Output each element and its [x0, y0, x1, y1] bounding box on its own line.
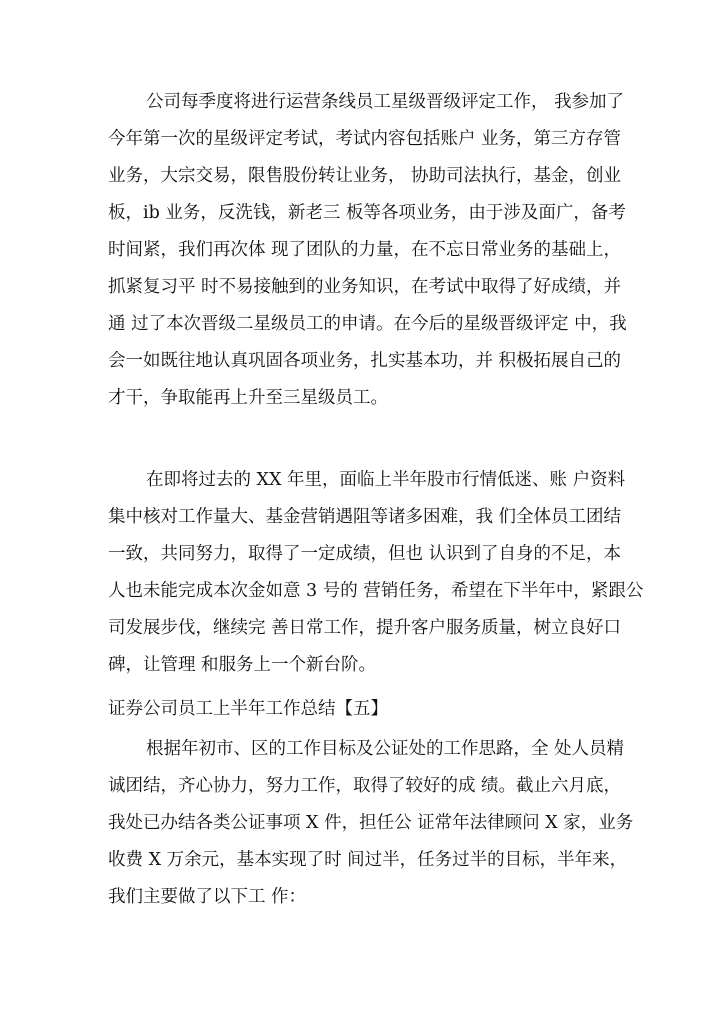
paragraph-3-line-1: 根据年初市、区的工作目标及公证处的工作思路，全 处人员精 — [146, 739, 625, 759]
paragraph-1-line-7: 通 过了本次晋级二星级员工的申请。在今后的星级晋级评定 中，我 — [108, 314, 627, 334]
paragraph-3-line-3: 我处已办结各类公证事项 X 件，担任公 证常年法律顾问 X 家，业务 — [108, 813, 634, 833]
paragraph-2-line-2: 集中核对工作量大、基金营销遇阻等诸多困难，我 们全体员工团结 — [108, 507, 622, 527]
paragraph-2-line-5: 司发展步伐，继续完 善日常工作，提升客户服务质量，树立良好口 — [108, 618, 622, 638]
paragraph-1-line-5: 时间紧，我们再次体 现了团队的力量，在不忘日常业务的基础上， — [108, 240, 622, 260]
paragraph-1-line-2: 今年第一次的星级评定考试，考试内容包括账户 业务，第三方存管 — [108, 129, 622, 149]
paragraph-1-line-8: 会一如既往地认真巩固各项业务，扎实基本功，并 积极拓展自己的 — [108, 351, 622, 371]
paragraph-1-line-3: 业务，大宗交易，限售股份转让业务， 协助司法执行，基金，创业 — [108, 166, 622, 186]
paragraph-1-line-4: 板，ib 业务，反洗钱，新老三 板等各项业务，由于涉及面广，备考 — [108, 203, 626, 223]
paragraph-2-line-6: 碑，让管理 和服务上一个新台阶。 — [108, 655, 377, 675]
paragraph-3-line-2: 诚团结，齐心协力，努力工作，取得了较好的成 绩。截止六月底， — [108, 776, 622, 796]
paragraph-1-line-6: 抓紧复习平 时不易接触到的业务知识，在考试中取得了好成绩，并 — [108, 277, 622, 297]
paragraph-1-line-1: 公司每季度将进行运营条线员工星级晋级评定工作， 我参加了 — [146, 92, 625, 112]
section-heading: 证券公司员工上半年工作总结【五】 — [108, 699, 388, 719]
paragraph-1-line-9: 才干，争取能再上升至三星级员工。 — [108, 388, 388, 408]
paragraph-3-line-5: 我们主要做了以下工 作： — [108, 887, 307, 907]
paragraph-2-line-1: 在即将过去的 XX 年里，面临上半年股市行情低迷、账 户资料 — [146, 470, 626, 490]
paragraph-2-line-3: 一致，共同努力，取得了一定成绩，但也 认识到了自身的不足，本 — [108, 544, 622, 564]
paragraph-3-line-4: 收费 X 万余元，基本实现了时 间过半，任务过半的目标，半年来， — [108, 850, 628, 870]
paragraph-2-line-4: 人也未能完成本次金如意 3 号的 营销任务，希望在下半年中，紧跟公 — [108, 581, 644, 601]
